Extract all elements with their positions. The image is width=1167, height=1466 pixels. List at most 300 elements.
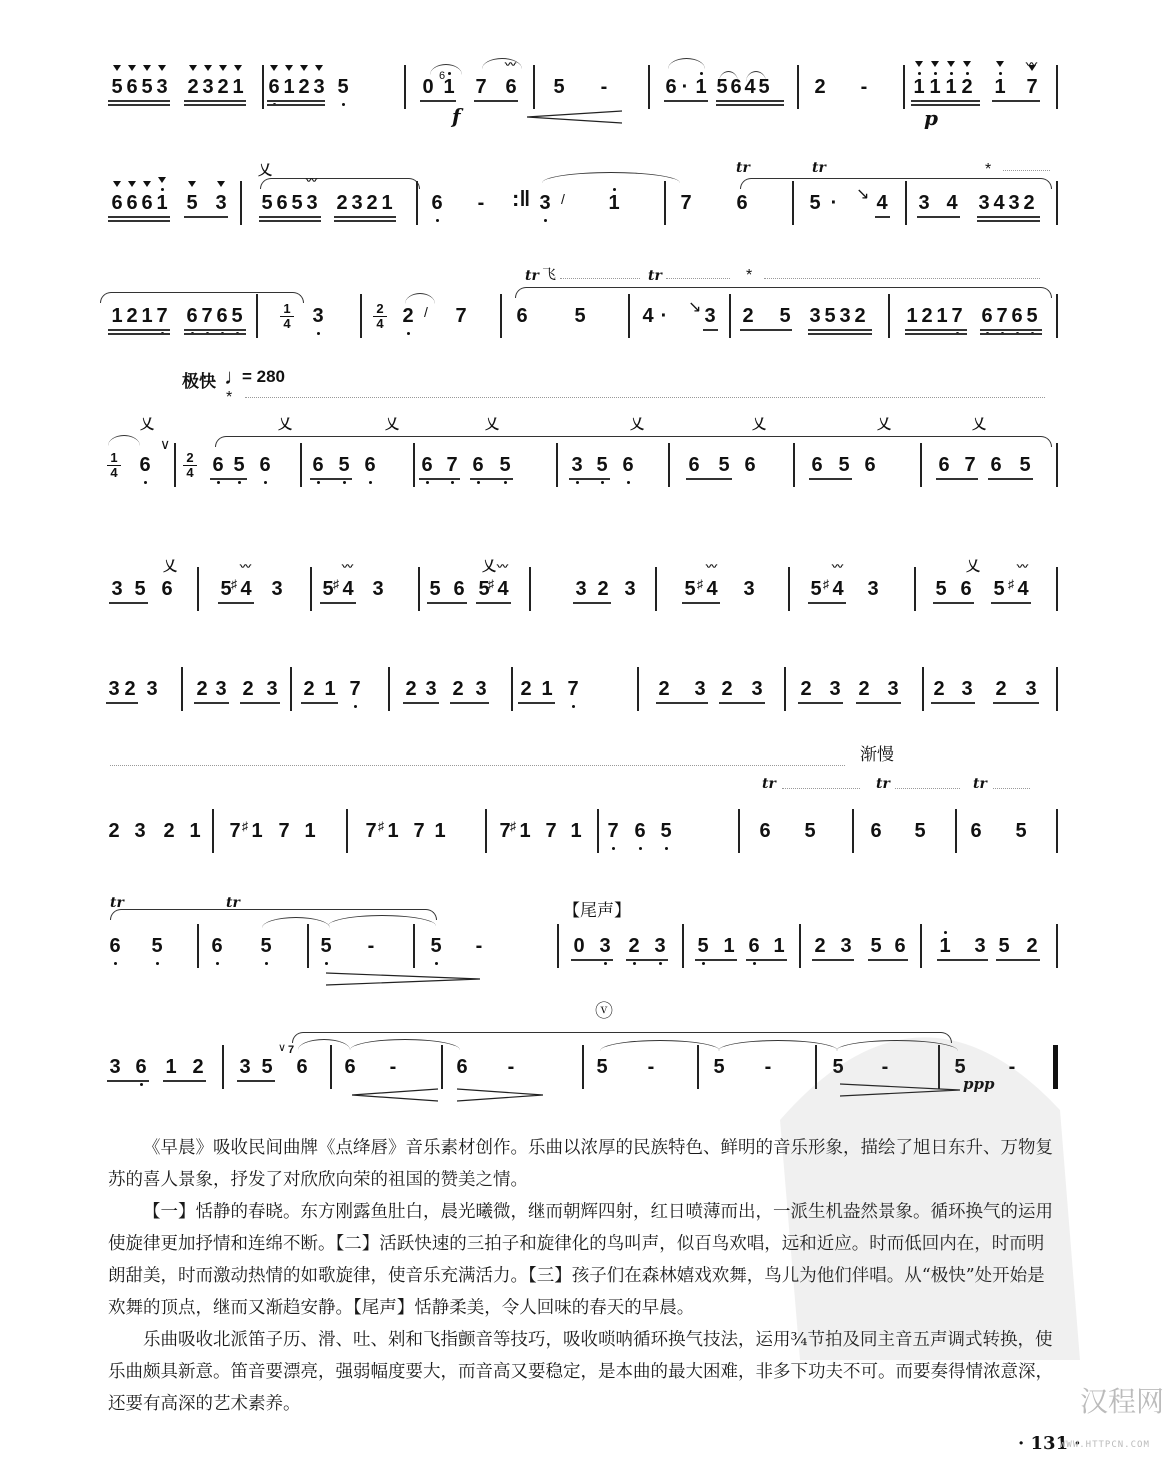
sharp-icon: ♯: [823, 577, 829, 591]
jianpu-note: 2: [163, 820, 175, 842]
octave-down-dot: [612, 847, 615, 850]
barline: [360, 294, 362, 338]
barline: [888, 294, 890, 338]
barline: [920, 924, 922, 968]
barline: [300, 443, 302, 487]
dotted-extension-line: [1003, 170, 1050, 171]
accent-icon: [217, 181, 225, 187]
jianpu-note: 5: [779, 305, 791, 327]
barline: [330, 1045, 332, 1089]
accent-icon: [947, 61, 955, 67]
beam-underline: [259, 220, 321, 222]
beam-underline: [809, 478, 852, 480]
jianpu-note: 5: [870, 935, 882, 957]
jianpu-note: 5: [718, 454, 730, 476]
beam-underline: [450, 702, 489, 704]
trill-icon: tr: [648, 268, 662, 284]
octave-down-dot: [436, 219, 439, 222]
octave-down-dot: [702, 962, 705, 965]
octave-down-dot: [604, 962, 607, 965]
jianpu-note: 5: [832, 1056, 844, 1078]
octave-down-dot: [544, 219, 547, 222]
octave-down-dot: [639, 847, 642, 850]
phrase-slur: [100, 292, 304, 303]
octave-up-dot: [934, 72, 937, 75]
beam-underline: [163, 1080, 206, 1082]
beam-underline: [476, 602, 511, 604]
beam-underline: [808, 602, 846, 604]
jianpu-note: 5: [684, 578, 696, 600]
octave-down-dot: [426, 481, 429, 484]
x-mark-icon: 乂: [485, 416, 499, 432]
accent-icon: [315, 65, 323, 71]
jianpu-note: 6: [110, 193, 124, 213]
star-icon: *: [746, 267, 753, 284]
beam-underline: [992, 100, 1040, 102]
octave-down-dot: [504, 481, 507, 484]
barline: [597, 809, 599, 853]
repeat-end-sign: :‖: [512, 186, 531, 211]
beam-underline: [682, 602, 720, 604]
mordent-icon: 〰: [706, 561, 717, 573]
jianpu-note: 5: [993, 578, 1005, 600]
octave-down-dot: [317, 481, 320, 484]
octave-down-dot: [753, 962, 756, 965]
grace-note: 6: [439, 70, 446, 82]
barline: [413, 924, 415, 968]
barline: [729, 294, 731, 338]
barline: [955, 809, 957, 853]
slur: [746, 71, 766, 82]
beam-underline: [518, 702, 555, 704]
barline: [628, 294, 630, 338]
trill-icon: tr: [876, 776, 890, 792]
accent-icon: [188, 181, 196, 187]
dotted-extension-line: [110, 765, 845, 766]
jianpu-note: 6: [516, 305, 528, 327]
beam-underline: [218, 602, 254, 604]
jianpu-note: 2: [995, 678, 1007, 700]
beam-underline: [996, 959, 1040, 961]
augmentation-dot: ·: [681, 76, 689, 98]
beam-underline: [259, 216, 321, 218]
grace-note: 7: [288, 1044, 295, 1056]
beam-underline: [993, 702, 1039, 704]
jianpu-note: 2: [960, 77, 974, 97]
jianpu-note: 4 〰 ♯: [488, 561, 509, 600]
octave-down-dot: [659, 962, 662, 965]
jianpu-note: 5: [804, 820, 816, 842]
beam-underline: [856, 702, 901, 704]
jianpu-note: 2: [627, 936, 641, 956]
jianpu-note: 6: [311, 455, 325, 475]
jianpu-note: 3: [372, 578, 384, 600]
accent-icon: [285, 65, 293, 71]
beam-underline: [977, 216, 1040, 218]
jianpu-note: 6: [894, 935, 906, 957]
accent-icon: [300, 65, 308, 71]
fly-technique-label: 飞: [542, 266, 556, 282]
beam-underline: [320, 602, 356, 604]
jianpu-note: 2: [242, 678, 254, 700]
beam-underline: [569, 478, 610, 480]
commentary: [108, 1132, 1058, 1420]
x-mark-icon: 乂: [630, 416, 644, 432]
jianpu-note: 5: [838, 454, 850, 476]
beam-underline: [267, 104, 325, 106]
dotted-extension-line: [245, 397, 1045, 398]
dash-sustain: -: [507, 1056, 515, 1078]
fall-arrow-icon: ↘: [688, 299, 702, 316]
jianpu-note: 6: [471, 455, 485, 475]
jianpu-note: 3: [694, 678, 706, 700]
barline: [413, 443, 415, 487]
beam-underline: [108, 100, 170, 102]
jianpu-note: 3: [108, 678, 120, 700]
jianpu-note: 5: [595, 455, 609, 475]
jianpu-note: 6: [125, 77, 139, 97]
octave-up-dot: [613, 188, 616, 191]
trill-icon: tr: [525, 268, 539, 284]
jianpu-note: 5: [809, 192, 821, 214]
barline: [852, 809, 854, 853]
jianpu-note: 1: [155, 193, 169, 213]
jianpu-note: 3: [214, 193, 228, 213]
barline: [346, 809, 348, 853]
beam-underline: [108, 329, 170, 331]
barline: [1056, 65, 1058, 109]
jianpu-note: 1: [938, 936, 952, 956]
beam-underline: [936, 478, 978, 480]
jianpu-note: 2: [452, 678, 464, 700]
jianpu-note: 3: [111, 578, 123, 600]
jianpu-note: 3: [311, 306, 325, 326]
jianpu-note: 3: [887, 678, 899, 700]
jianpu-note: 3: [425, 678, 437, 700]
jianpu-note: 6: [453, 578, 465, 600]
jianpu-note: 6: [870, 820, 882, 842]
beam-underline: [656, 702, 708, 704]
jianpu-note: 5: [935, 578, 947, 600]
slur: [542, 172, 680, 183]
beam-underline: [988, 478, 1033, 480]
accent-icon: [963, 61, 971, 67]
jianpu-note: 4 〰 ♯: [697, 561, 718, 600]
mordent-icon: 〰: [832, 561, 843, 573]
jianpu-note: 2: [297, 77, 311, 97]
jianpu-note: 2: [192, 1056, 204, 1078]
accent-icon: [143, 181, 151, 187]
jianpu-note: 1: [541, 678, 553, 700]
jianpu-note: 2: [921, 305, 933, 327]
jianpu-note: 5: [291, 192, 303, 214]
jianpu-note: 3: [918, 192, 930, 214]
beam-underline: [905, 329, 967, 331]
jianpu-note: 3: [351, 192, 363, 214]
octave-up-dot: [950, 72, 953, 75]
jianpu-note: 6: [134, 1057, 148, 1077]
barline: [1056, 443, 1058, 487]
jianpu-note: 5: [1015, 820, 1027, 842]
jianpu-note: 1: [906, 305, 918, 327]
jianpu-note: 4: [946, 192, 958, 214]
mordent-icon: 〰: [497, 561, 508, 573]
jianpu-note: 2: [126, 305, 138, 327]
jianpu-note: 6: [744, 454, 756, 476]
jianpu-note: 3: [978, 192, 990, 214]
jianpu-note: 2: [216, 77, 230, 97]
jianpu-note: 5: [429, 578, 441, 600]
jianpu-note: 7: [680, 192, 692, 214]
beam-underline: [686, 478, 732, 480]
sharp-icon: ♯: [1008, 577, 1014, 591]
barline: [1056, 667, 1058, 711]
jianpu-note: 7: [475, 76, 487, 98]
barline: [664, 181, 666, 225]
barline: [799, 924, 801, 968]
breath-mark-icon: ∨: [278, 1042, 287, 1054]
beam-underline: [108, 216, 170, 218]
beam-underline: [403, 702, 439, 704]
beam-underline: [911, 100, 980, 102]
jianpu-note: 6: [267, 77, 281, 97]
jianpu-note: 1: [434, 820, 446, 842]
beam-underline: [470, 478, 513, 480]
accent-icon: [270, 65, 278, 71]
jianpu-note: 5: [914, 820, 926, 842]
beam-underline: [875, 216, 890, 218]
jianpu-note: 7: [348, 679, 362, 699]
dash-sustain: -: [389, 1056, 397, 1078]
jianpu-note: 3: [215, 678, 227, 700]
breath-mark-icon: ∨: [160, 436, 171, 452]
jianpu-note: 3 〰: [306, 175, 318, 214]
jianpu-note: 1: [607, 193, 621, 213]
beam-underline: [917, 216, 960, 218]
beam-underline: [184, 104, 246, 106]
jianpu-note: 2: [303, 678, 315, 700]
barline: [668, 443, 670, 487]
jianpu-note: 1: [282, 77, 296, 97]
beam-underline: [695, 959, 737, 961]
jianpu-note: 2: [520, 678, 532, 700]
accent-icon: [128, 181, 136, 187]
jianpu-note: 1 ♯: [250, 821, 264, 841]
jianpu-note: 2: [742, 305, 754, 327]
jianpu-note: 3: [598, 936, 612, 956]
jianpu-note: 7 〰: [1026, 59, 1038, 98]
beam-underline: [194, 702, 229, 704]
jianpu-note: 3: [575, 578, 587, 600]
fall-arrow-icon: ↘: [856, 186, 870, 203]
accent-icon: [113, 181, 121, 187]
jianpu-note: 6: [296, 1056, 308, 1078]
beam-underline: [108, 333, 170, 335]
jianpu-note: 6: [258, 455, 272, 475]
beam-underline: [571, 959, 613, 961]
jianpu-note: 1: [165, 1056, 177, 1078]
beam-underline: [703, 329, 718, 331]
octave-down-dot: [477, 481, 480, 484]
barline: [905, 181, 907, 225]
jianpu-note: 6: [938, 454, 950, 476]
barline: [418, 567, 420, 611]
barline: [181, 667, 183, 711]
beam-underline: [719, 702, 765, 704]
barline: [784, 667, 786, 711]
barline: [262, 65, 264, 109]
mordent-icon: 〰: [1026, 59, 1037, 71]
dash-sustain: -: [367, 935, 375, 957]
beam-underline: [334, 220, 396, 222]
trill-icon: tr: [973, 776, 987, 792]
accent-icon: [204, 65, 212, 71]
octave-down-dot: [369, 481, 372, 484]
jianpu-note: 3: [751, 678, 763, 700]
jianpu-note: 6: [621, 455, 635, 475]
jianpu-note: 3: [570, 455, 584, 475]
jianpu-note: 4 〰 ♯: [1008, 561, 1029, 600]
jianpu-note: 7: [445, 455, 459, 475]
jianpu-note: 1: [773, 935, 785, 957]
dash-sustain: -: [647, 1056, 655, 1078]
beam-underline: [980, 333, 1042, 335]
jianpu-note: 4: [993, 192, 1005, 214]
octave-down-dot: [317, 332, 320, 335]
jianpu-note: 5: [824, 305, 836, 327]
octave-up-dot: [918, 72, 921, 75]
jianpu-note: 4 〰 ♯: [333, 561, 354, 600]
jianpu-note: 3: [266, 678, 278, 700]
jianpu-note: 7: [455, 305, 467, 327]
accent-icon: [931, 61, 939, 67]
jianpu-note: 3: [134, 820, 146, 842]
crescendo-hairpin: [527, 110, 622, 124]
jianpu-note: 6: [811, 454, 823, 476]
barline: [655, 567, 657, 611]
jianpu-note: 6: [108, 936, 122, 956]
barline: [290, 667, 292, 711]
slur: [108, 435, 140, 446]
octave-up-dot: [161, 188, 164, 191]
dotted-extension-line: [764, 278, 1040, 279]
barline: [1056, 924, 1058, 968]
jianpu-note: 6: [970, 820, 982, 842]
jianpu-note: 2: [405, 678, 417, 700]
time-signature: 2 4: [183, 451, 197, 479]
beam-underline: [740, 329, 792, 331]
time-signature: 1 4: [107, 451, 121, 479]
barline: [310, 567, 312, 611]
jianpu-note: 7: [964, 454, 976, 476]
time-signature: 1 4: [280, 302, 294, 330]
augmentation-dot: ·: [830, 192, 838, 214]
barline: [1056, 809, 1058, 853]
beam-underline: [812, 959, 854, 961]
beam-underline: [937, 959, 988, 961]
octave-down-dot: [343, 481, 346, 484]
barline: [197, 567, 199, 611]
barline: [1056, 181, 1058, 225]
jianpu-note: 2: [108, 820, 120, 842]
octave-down-dot: [572, 705, 575, 708]
beam-underline: [184, 100, 246, 102]
x-mark-icon: 乂: [966, 558, 980, 574]
jianpu-note: 6: [960, 578, 972, 600]
barline: [416, 181, 418, 225]
sharp-icon: ♯: [488, 577, 494, 591]
jianpu-note: 7: [950, 306, 964, 326]
barline: [441, 1045, 443, 1089]
octave-down-dot: [354, 705, 357, 708]
octave-down-dot: [325, 962, 328, 965]
jianpu-note: 1: [928, 77, 942, 97]
jianpu-note: 3: [475, 678, 487, 700]
dotted-extension-line: [666, 278, 730, 279]
slur: [482, 58, 522, 69]
jianpu-note: 7: [229, 820, 241, 842]
sharp-icon: ♯: [510, 819, 516, 833]
accent-icon: [113, 65, 121, 71]
dotted-extension-line: [782, 788, 860, 789]
star-icon: *: [985, 161, 992, 178]
jianpu-note: 6: [688, 454, 700, 476]
jianpu-note: 3: [312, 77, 326, 97]
trill-icon: tr: [226, 895, 240, 911]
jianpu-note: 5: [1025, 306, 1039, 326]
jianpu-note: 2: [1023, 192, 1035, 214]
jianpu-note: 5: [478, 578, 490, 600]
jianpu-note: 6: [747, 936, 761, 956]
trill-icon: tr: [812, 160, 826, 176]
x-mark-icon: 乂: [385, 416, 399, 432]
beam-underline: [109, 602, 148, 604]
jianpu-note: 5: [134, 578, 146, 600]
barline: [222, 1045, 224, 1089]
jianpu-note: 3: [239, 1056, 251, 1078]
jianpu-note: 5: [110, 77, 124, 97]
dynamic-forte: f: [452, 104, 461, 128]
beam-underline: [237, 1080, 275, 1082]
barline: [697, 1045, 699, 1089]
beam-underline: [184, 216, 228, 218]
octave-down-dot: [265, 962, 268, 965]
slur: [405, 293, 435, 304]
barline: [788, 567, 790, 611]
jianpu-note: 1: [723, 935, 735, 957]
sharp-icon: ♯: [242, 819, 248, 833]
barline: [256, 294, 258, 338]
trill-icon: tr: [762, 776, 776, 792]
beam-underline: [334, 216, 396, 218]
jianpu-note: 2: [186, 77, 200, 97]
dash-sustain: -: [881, 1056, 889, 1078]
jianpu-note: 6: [140, 193, 154, 213]
sharp-icon: ♯: [378, 819, 384, 833]
beam-underline: [933, 602, 974, 604]
jianpu-note: 7: [566, 679, 580, 699]
jianpu-note: 5: [336, 77, 350, 97]
crescendo-hairpin: [352, 1088, 438, 1102]
octave-up-dot: [700, 72, 703, 75]
jianpu-note: 6: [665, 76, 677, 98]
beam-underline: [905, 333, 967, 335]
barline: [903, 65, 905, 109]
watermark-url: WWW.HTTPCN.COM: [1060, 1440, 1150, 1450]
jianpu-note: 3: [146, 678, 158, 700]
octave-down-dot: [601, 481, 604, 484]
barline: [197, 924, 199, 968]
